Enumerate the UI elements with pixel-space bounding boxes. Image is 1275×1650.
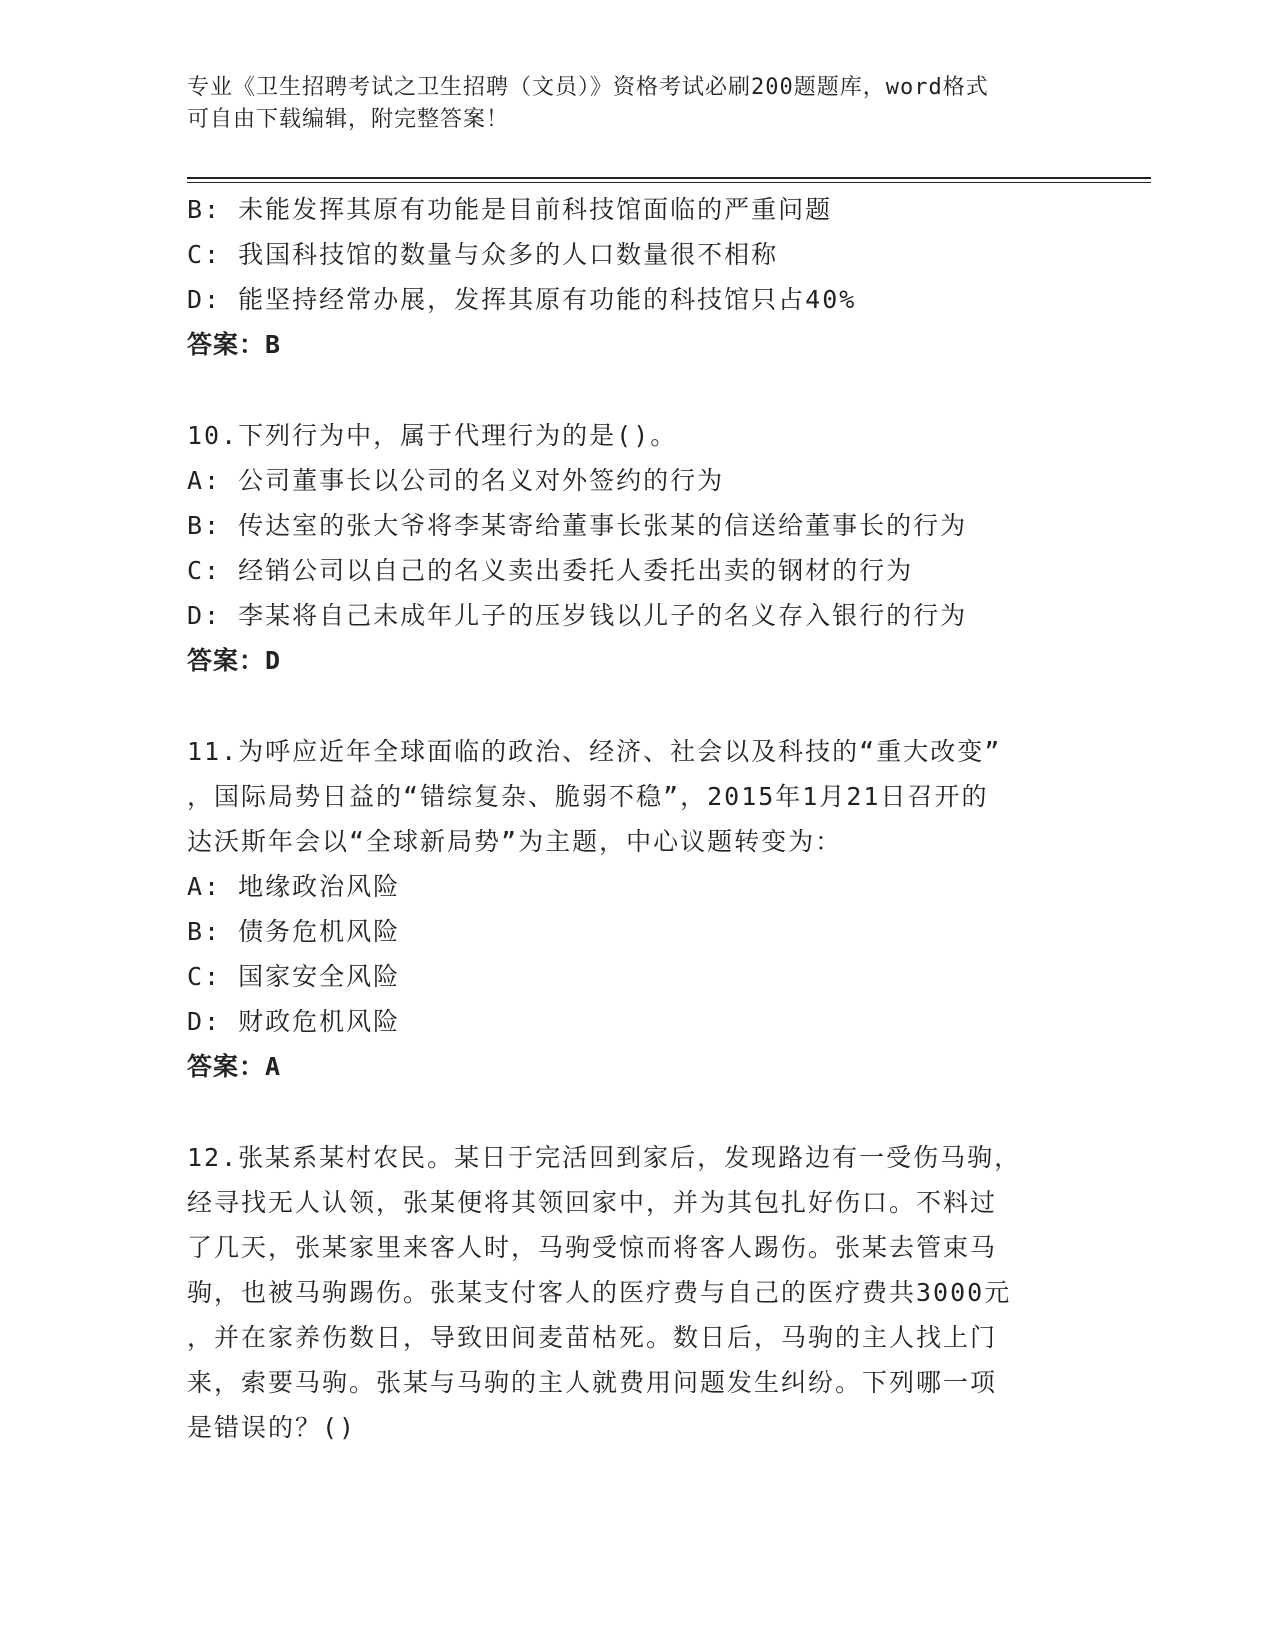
- header-divider-thin: [187, 182, 1151, 183]
- q10-option-d: D: 李某将自己未成年儿子的压岁钱以儿子的名义存入银行的行为: [187, 601, 968, 630]
- q12-question-line: 经寻找无人认领，张某便将其领回家中，并为其包扎好伤口。不料过: [187, 1188, 998, 1217]
- q9-answer: 答案：B: [187, 330, 282, 359]
- q9-option-d: D: 能坚持经常办展，发挥其原有功能的科技馆只占40%: [187, 285, 857, 314]
- q9-option-b: B: 未能发挥其原有功能是目前科技馆面临的严重问题: [187, 195, 833, 224]
- q12-question-line: 12.张某系某村农民。某日于完活回到家后，发现路边有一受伤马驹，: [187, 1143, 1022, 1172]
- q9-option-c: C: 我国科技馆的数量与众多的人口数量很不相称: [187, 240, 779, 269]
- document-body: [187, 187, 1087, 1450]
- q11-question-line: ，国际局势日益的“错综复杂、脆弱不稳”，2015年1月21日召开的: [187, 782, 989, 811]
- q11-option-c: C: 国家安全风险: [187, 962, 401, 991]
- q10-option-b: B: 传达室的张大爷将李某寄给董事长张某的信送给董事长的行为: [187, 511, 968, 540]
- question-9: [187, 187, 1087, 367]
- q12-question-line: 是错误的？(): [187, 1413, 357, 1442]
- q11-option-a: A: 地缘政治风险: [187, 872, 401, 901]
- question-11: [187, 729, 1087, 1089]
- q11-option-b: B: 债务危机风险: [187, 917, 401, 946]
- q11-question-line: 11.为呼应近年全球面临的政治、经济、社会以及科技的“重大改变”: [187, 737, 1002, 766]
- q12-question-line: 了几天，张某家里来客人时，马驹受惊而将客人踢伤。张某去管束马: [187, 1233, 998, 1262]
- q12-question-line: 来，索要马驹。张某与马驹的主人就费用问题发生纠纷。下列哪一项: [187, 1368, 998, 1397]
- q12-question-line: ，并在家养伤数日，导致田间麦苗枯死。数日后，马驹的主人找上门: [187, 1323, 998, 1352]
- q10-answer: 答案：D: [187, 646, 282, 675]
- q10-option-c: C: 经销公司以自己的名义卖出委托人委托出卖的钢材的行为: [187, 556, 914, 585]
- header-line-2: 可自由下载编辑，附完整答案！: [187, 107, 510, 132]
- q11-option-d: D: 财政危机风险: [187, 1007, 401, 1036]
- q10-question: 10.下列行为中，属于代理行为的是()。: [187, 421, 678, 450]
- question-10: [187, 413, 1087, 683]
- document-header: [187, 72, 1087, 136]
- q11-answer: 答案：A: [187, 1052, 282, 1081]
- q11-question-line: 达沃斯年会以“全球新局势”为主题，中心议题转变为：: [187, 827, 843, 856]
- header-line-1: 专业《卫生招聘考试之卫生招聘（文员）》资格考试必刷200题题库，word格式: [187, 75, 989, 100]
- q10-option-a: A: 公司董事长以公司的名义对外签约的行为: [187, 466, 725, 495]
- q12-question-line: 驹，也被马驹踢伤。张某支付客人的医疗费与自己的医疗费共3000元: [187, 1278, 1012, 1307]
- header-divider-thick: [187, 177, 1151, 179]
- question-12: [187, 1135, 1087, 1450]
